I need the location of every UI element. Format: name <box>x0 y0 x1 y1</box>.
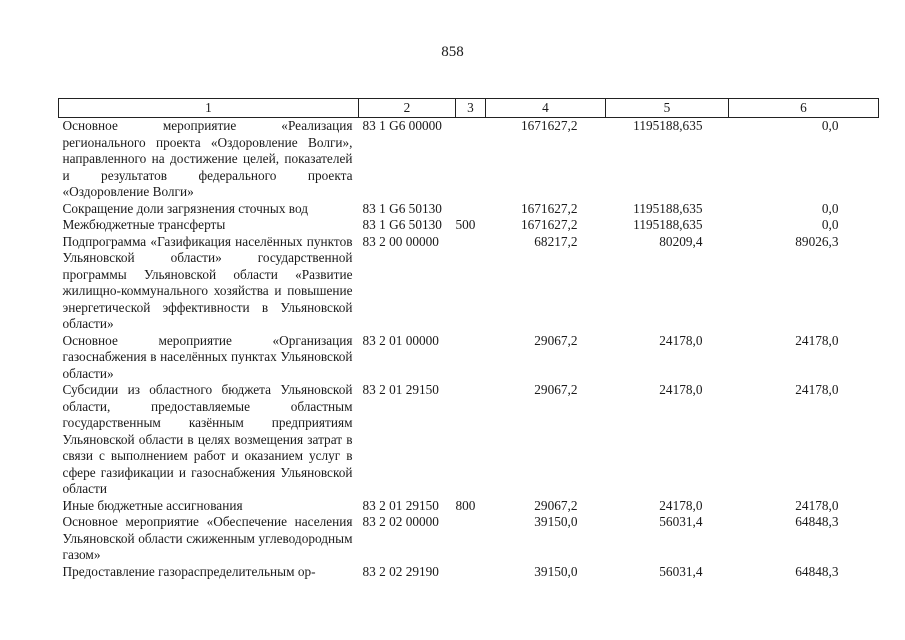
row-expense-type <box>456 564 486 581</box>
row-code: 83 2 02 29190 <box>362 563 439 579</box>
header-col-3: 3 <box>456 99 486 118</box>
row-value-col4: 29067,2 <box>534 497 578 513</box>
table-row <box>59 382 879 498</box>
row-code: 83 2 01 29150 <box>362 382 439 397</box>
table-row <box>59 498 879 515</box>
row-value-col6: 64848,3 <box>795 563 839 579</box>
row-value-col4: 39150,0 <box>534 563 578 579</box>
row-code: 83 2 01 29150 <box>362 497 439 513</box>
row-name: Основное мероприятие «Обеспечение населения Ульяновской области сжиженным углеводородным газом» <box>62 514 353 562</box>
row-value-col5: 24178,0 <box>659 332 703 348</box>
row-name: Субсидии из областного бюджета Ульяновской области, предоставляемые областным государственным казённым предприятиям Ульяновской области в целях возмещения затрат в связи с выполнением работ и оказанием услуг в сфере газификации и газоснабжения Ульяновской области <box>62 382 353 496</box>
header-col-5: 5 <box>606 99 729 118</box>
row-value-col6: 0,0 <box>821 118 839 133</box>
page-number: 858 <box>441 44 464 60</box>
table-row <box>59 201 879 218</box>
table-row <box>59 118 879 201</box>
budget-table <box>58 98 879 580</box>
row-expense-type: 800 <box>455 497 476 513</box>
table-row <box>59 564 879 581</box>
header-col-4: 4 <box>486 99 606 118</box>
table-row <box>59 217 879 234</box>
row-expense-type <box>456 514 486 564</box>
row-value-col6: 24178,0 <box>795 497 839 513</box>
table-row <box>59 234 879 333</box>
row-value-col6: 64848,3 <box>795 514 839 529</box>
header-col-1: 1 <box>59 99 359 118</box>
row-code: 83 2 02 00000 <box>362 514 439 529</box>
row-expense-type <box>456 333 486 383</box>
row-expense-type <box>456 382 486 498</box>
row-name: Иные бюджетные ассигнования <box>62 497 243 513</box>
row-value-col6: 24178,0 <box>795 332 839 348</box>
row-value-col5: 56031,4 <box>659 514 703 529</box>
row-code: 83 2 00 00000 <box>362 233 439 249</box>
row-code: 83 1 G6 00000 <box>362 118 442 133</box>
row-value-col5: 80209,4 <box>659 233 703 249</box>
row-code: 83 2 01 00000 <box>362 332 439 348</box>
header-row <box>59 99 879 118</box>
row-name: Основное мероприятие «Реализация регионального проекта «Оздоровление Волги», направленного на достижение целей, показателей и результатов федерального проекта «Оздоровление Волги» <box>62 118 353 199</box>
row-value-col5: 24178,0 <box>659 497 703 513</box>
table-row <box>59 333 879 383</box>
row-value-col5: 24178,0 <box>659 382 703 397</box>
header-col-6: 6 <box>729 99 879 118</box>
row-name: Подпрограмма «Газификация населённых пунктов Ульяновской области» государственной программы Ульяновской области «Развитие жилищно-коммунального хозяйства и повышение энергетической эффективности в Ульяновской области» <box>62 233 353 331</box>
row-expense-type <box>456 118 486 201</box>
row-name: Межбюджетные трансферты <box>62 217 226 232</box>
row-value-col4: 1671627,2 <box>520 217 578 232</box>
row-value-col5: 1195188,635 <box>633 200 703 216</box>
row-value-col6: 0,0 <box>821 217 839 232</box>
row-value-col4: 1671627,2 <box>520 200 578 216</box>
row-code: 83 1 G6 50130 <box>362 217 442 232</box>
header-col-2: 2 <box>359 99 456 118</box>
row-value-col4: 29067,2 <box>534 332 578 348</box>
row-value-col6: 89026,3 <box>795 233 839 249</box>
row-value-col5: 56031,4 <box>659 563 703 579</box>
row-code: 83 1 G6 50130 <box>362 200 442 216</box>
row-value-col6: 0,0 <box>821 200 839 216</box>
row-value-col4: 29067,2 <box>534 382 578 397</box>
row-value-col5: 1195188,635 <box>633 118 703 133</box>
row-name: Сокращение доли загрязнения сточных вод <box>62 200 309 216</box>
row-name: Предоставление газораспределительным ор- <box>62 563 316 579</box>
row-value-col4: 39150,0 <box>534 514 578 529</box>
row-value-col6: 24178,0 <box>795 382 839 397</box>
row-value-col4: 68217,2 <box>534 233 578 249</box>
row-value-col4: 1671627,2 <box>520 118 578 133</box>
row-expense-type: 500 <box>455 217 476 232</box>
table-row <box>59 514 879 564</box>
row-expense-type <box>456 234 486 333</box>
row-value-col5: 1195188,635 <box>633 217 703 232</box>
row-name: Основное мероприятие «Организация газоснабжения в населённых пунктах Ульяновской области» <box>62 332 353 381</box>
row-expense-type <box>456 201 486 218</box>
